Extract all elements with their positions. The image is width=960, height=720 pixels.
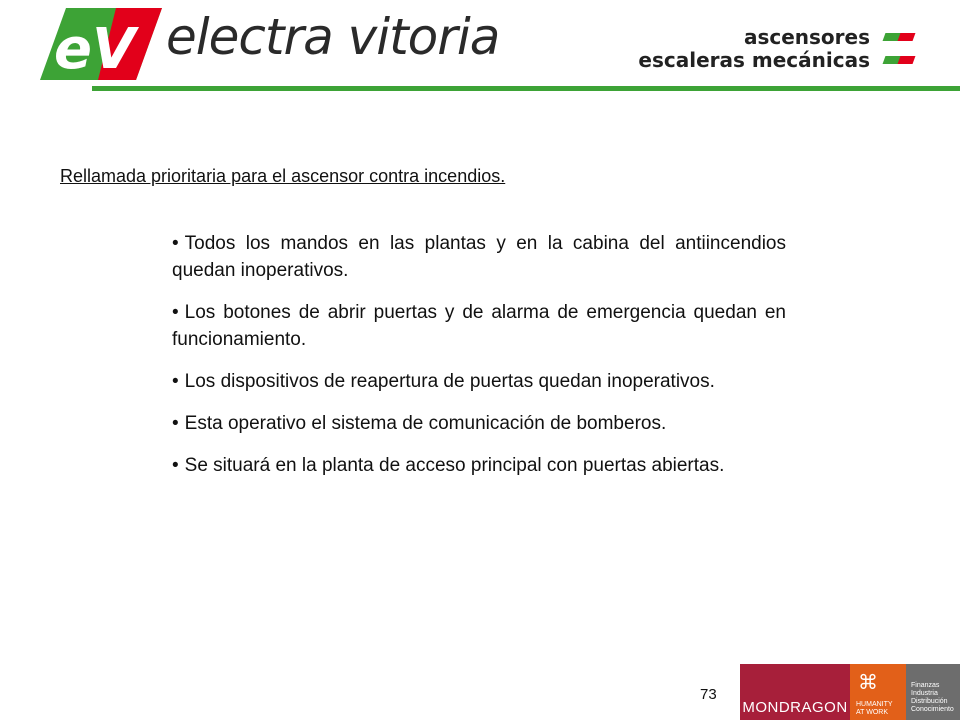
tagline-flag-icon — [884, 33, 914, 41]
humanity-line: HUMANITY — [856, 701, 893, 708]
bullet-text: Todos los mandos en las plantas y en la cabina del antiincendios quedan inoperativos. — [172, 233, 786, 281]
mondragon-block — [740, 664, 850, 720]
list-item — [172, 299, 786, 353]
humanity-line: AT WORK — [856, 709, 889, 716]
bullet-text: Esta operativo el sistema de comunicación de bomberos. — [184, 413, 667, 434]
figures-icon: ⌘ — [858, 672, 878, 694]
tagline-escaleras: escaleras mecánicas — [638, 48, 870, 72]
sector-line: Conocimiento — [911, 706, 954, 713]
bullet-icon: • — [172, 233, 179, 254]
list-item — [172, 230, 786, 284]
list-item — [172, 452, 786, 479]
sector-line: Distribución — [911, 698, 948, 705]
logo-initials: eV — [54, 17, 136, 82]
mondragon-wordmark: MONDRAGON — [742, 699, 848, 716]
electra-vitoria-logo-icon — [40, 6, 162, 82]
slide-title: Rellamada prioritaria para el ascensor contra incendios. — [60, 166, 506, 186]
bullet-text: Los dispositivos de reapertura de puertas quedan inoperativos. — [184, 371, 715, 392]
bullet-icon: • — [172, 455, 179, 476]
tagline-flag-icon — [884, 56, 914, 64]
bullet-icon: • — [172, 371, 179, 392]
sector-line: Industria — [911, 690, 938, 697]
bullet-text: Los botones de abrir puertas y de alarma de emergencia quedan en funcionamiento. — [172, 302, 786, 350]
sectors-block — [906, 664, 960, 720]
sectors-text — [911, 682, 954, 714]
bullet-icon: • — [172, 413, 179, 434]
header — [0, 0, 960, 96]
mondragon-logo — [740, 664, 960, 720]
humanity-text — [856, 701, 893, 717]
page-number: 73 — [700, 686, 717, 703]
header-divider — [92, 86, 960, 91]
tagline-ascensores: ascensores — [743, 25, 870, 49]
bullet-list — [172, 230, 786, 494]
humanity-block — [850, 664, 906, 720]
sector-line: Finanzas — [911, 682, 940, 689]
bullet-text: Se situará en la planta de acceso principal con puertas abiertas. — [184, 455, 725, 476]
brand-name: electra vitoria — [166, 8, 500, 66]
bullet-icon: • — [172, 302, 179, 323]
list-item — [172, 368, 786, 395]
list-item — [172, 410, 786, 437]
